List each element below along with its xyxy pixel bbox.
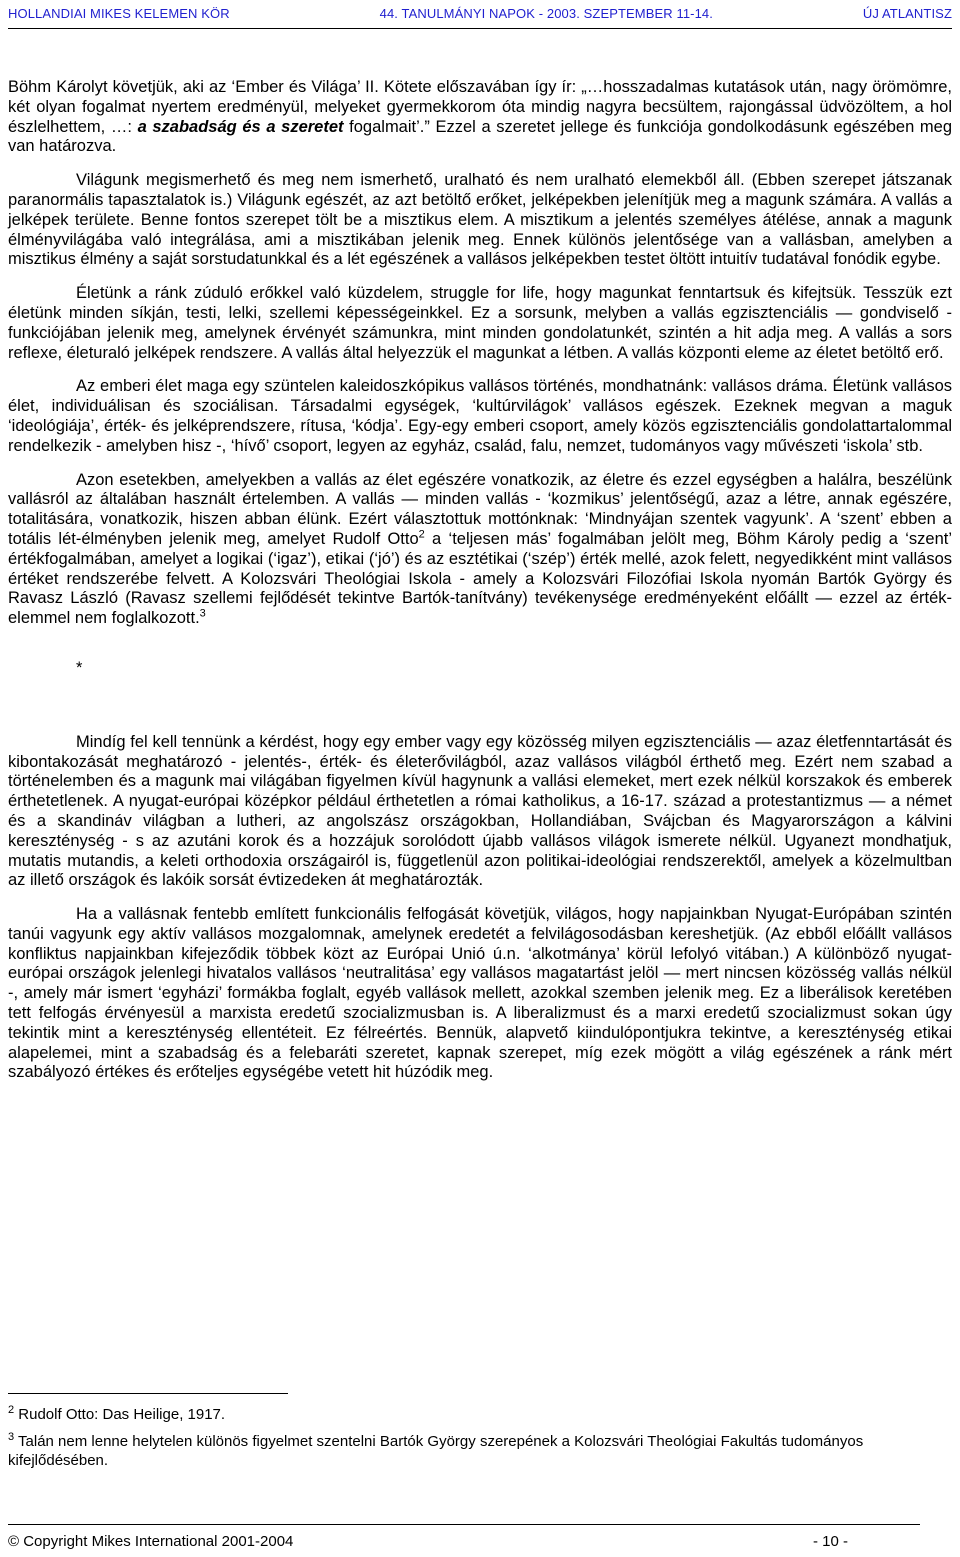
copyright-notice: © Copyright Mikes International 2001-2004: [8, 1533, 294, 1550]
paragraph-5-text-b: a ‘teljesen más’ fogalmában jelölt meg, Böhm Károly pedig a ‘szent’ értékfogalmában, amelyet a logikai (‘igaz’), etikai (‘jó’) és az esztétikai (‘szép’) érték mellé, azok felett, negyedikként mint vallásos értéket rendszerébe felvett. A Kolozsvári Theológiai Iskola - amely a Kolozsvári Filozófiai Iskola nyomán Bartók György és Ravasz László (Ravasz szellemi fejlődését tekintve Bartók-tanítvány) tevékenysége eredményeként előállt — ezzel az érték-elemmel nem foglalkozott.: [8, 529, 953, 628]
footnote-2-text: Rudolf Otto: Das Heilige, 1917.: [14, 1406, 226, 1423]
footer-divider: [8, 1524, 920, 1525]
footnote-3-number: 3: [8, 1431, 15, 1443]
footnote-3-text: Talán nem lenne helytelen különös figyelmet szentelni Bartók György szerepének a Kolozsvári Theológiai Fakultás tudományos kifejlődésében.: [8, 1433, 864, 1469]
header-right: ÚJ ATLANTISZ: [862, 6, 952, 21]
page-number: - 10 -: [812, 1533, 848, 1550]
paragraph-1: [8, 78, 952, 157]
footnotes: [8, 1405, 952, 1478]
paragraph-6: Mindíg fel kell tennünk a kérdést, hogy egy ember vagy egy közösség milyen egzisztenciális — azaz életfenntartását és kibontakozását meghatározó - jelentés-, érték- és életerővilágból, azaz vallásos világból érthető meg. Ezért nem szabad a történelemben és a magunk mai világában figyelmen kívül hagynunk a vallási elemeket, mert ezek nélkül korszakok és emberek érthetetlenek. A nyugat-európai középkor például érthetetlen a római katholikus, a 16-17. század a protestantizmus — a német és a skandináv világban a lutheri, az angolszász országokban, Hollandiában, Svájcban és Magyarországon a kálvini kereszténység - s az azutáni korok és a hozzájuk sorolódott újabb vallásos világok ismerete nélkül. Ugyanezt mondhatjuk, mutatis mutandis, a keleti orthodoxia országairól is, függetlenül azon politikai-ideológiai rendszerektől, amelyek a közelmultban az illető országok és lakóik sorsát évtizedeken át meghatározták.: [8, 732, 952, 890]
header-left: HOLLANDIAI MIKES KELEMEN KÖR: [8, 6, 230, 21]
footnote-divider: [8, 1393, 288, 1394]
paragraph-3: Életünk a ránk zúduló erőkkel való küzdelem, struggle for life, hogy magunkat fenntartsuk és kifejtsük. Tesszük ezt életünk minden síkján, testi, lelki, szellemi képességeinkkel. Ez a sorsunk, melyben a vallás egzisztenciális — gondviselő - funkciójában jelenik meg, amelynek érvényét számunkra, mint minden gondolatunkét, szintén a hit adja meg. A vallás a sors reflexe, életuraló jelképek rendszere. A vallás által helyezzük el magunkat a létben. A vallás központi eleme az életet betöltő erő.: [8, 284, 952, 362]
footnote-3: [8, 1432, 952, 1470]
paragraph-1-text-b: fogalmait’.” Ezzel a szeretet jellege és funkciója gondolkodásunk egészében meg van határozva.: [8, 117, 953, 156]
footnote-2-number: 2: [8, 1404, 15, 1416]
section-separator: *: [76, 658, 83, 677]
paragraph-1-text-a: Böhm Károlyt követjük, aki az ‘Ember és Világa’ II. Kötete előszavában így ír: „…hosszadalmas kutatások után, nagy örömömre, két olyan fogalmat nyertem eredményül, melyeket gyermekkorom óta mindig nagyra becsültem, rajongással üdvözöltem, a hol észlelhettem, …:: [8, 78, 952, 136]
paragraph-4: Az emberi élet maga egy szüntelen kaleidoszkópikus vallásos történés, mondhatnánk: vallásos dráma. Életünk vallásos élet, individuálisan és szociálisan. Társadalmi egységek, ‘kultúrvilágok’ vallásos egészek. Ezeknek megvan a maguk ‘ideológiája’, érték- és jelképrendszere, rítusa, ‘kódja’. Egy-egy emberi csoport, amely közös egzisztenciális gondolattartalommal rendelkezik - amelyben hisz -, ‘hívő’ csoport, legyen az egyház, család, falu, nemzet, tudományos vagy művészeti ‘iskola’ stb.: [8, 377, 952, 455]
page-footer: [8, 1533, 952, 1551]
emphasis-freedom-love: a szabadság és a szeretet: [137, 117, 344, 136]
paragraph-5-text-a: Azon esetekben, amelyekben a vallás az élet egészére vonatkozik, az életre és ezzel egységben a halálra, beszélünk vallásról az általában használt értelemben. A vallás — minden vallás - ‘kozmikus’ jelentőségű, azaz a létre, annak egészére, totalitására, vonatkozik, hiszen abban élünk. Ezért választottuk mottónknak: ‘Mindnyájan szentek vagyunk’. A ‘szent’ ebben a totális lét-élményben jelenik meg, amelyet Rudolf Otto: [8, 470, 952, 548]
footnote-ref-3[interactable]: 3: [199, 607, 206, 620]
footnote-2: [8, 1405, 952, 1424]
header-center: 44. TANULMÁNYI NAPOK - 2003. SZEPTEMBER 11-14.: [379, 6, 713, 21]
running-header: [8, 6, 952, 29]
document-body: [8, 78, 952, 1097]
paragraph-5: [8, 471, 952, 629]
footnote-ref-2[interactable]: 2: [418, 528, 425, 541]
paragraph-7: Ha a vallásnak fentebb említett funkcionális felfogását követjük, világos, hogy napjainkban Nyugat-Európában szintén tanúi vagyunk egy aktív vallásos mozgalomnak, amelynek eredetét a felvilágosodásban kereshetjük. (Az ebből előállt vallásos konfliktus napjainkban kifejeződik többek közt az Európai Unió ú.n. ‘alkotmánya’ körül lefolyó vitában.) A különböző nyugat-európai országok jelenlegi hivatalos vallásos ‘neutralitása’ egy vallásos magatartást jelöl — mert nincsen közösség vallás nélkül -, amely már ismert ‘egyházi’ formákba foglalt, egyéb vallások mellett, azokkal szemben jelenik meg. Ez a liberálisok keretében tett felfogás érvényesül a marxista eredetű szocializmusban is. A liberalizmust és a marxi eredetű szocializmust sokan úgy tekintik mint a kereszténység ellentéteit. Ez félreértés. Bennük, alapvető kiindulópontjukra tekintve, a kereszténység etikai alapelemei, mint a szabadság és a felebaráti szeretet, kapnak szerepet, míg ezek mögött a világ egészének a ránk mért szabályozó értékes és erőteljes egységébe vetett hit húzódik meg.: [8, 905, 952, 1082]
paragraph-2: Világunk megismerhető és meg nem ismerhető, uralható és nem uralható elemekből áll. (Ebben szerepet játszanak paranormális tapasztalatok is.) Világunk egészét, az azt betöltő erőket, jelképekben jelenítjük meg a magunk számára. A vallás a jelképek területe. Benne fontos szerepet tölt be a misztikus elem. A misztikum a jelentés személyes átélése, annak a magunk élményvilágába való integrálása, ami a misztikában jelenik meg. Ennek különös jelentősége van a vallásban, amelyben a misztikus élmény a saját sorstudatunkkal és a lét egészének a vallásos jelképekben testet öltött intuitív tudatával fonódik egybe.: [8, 171, 952, 269]
